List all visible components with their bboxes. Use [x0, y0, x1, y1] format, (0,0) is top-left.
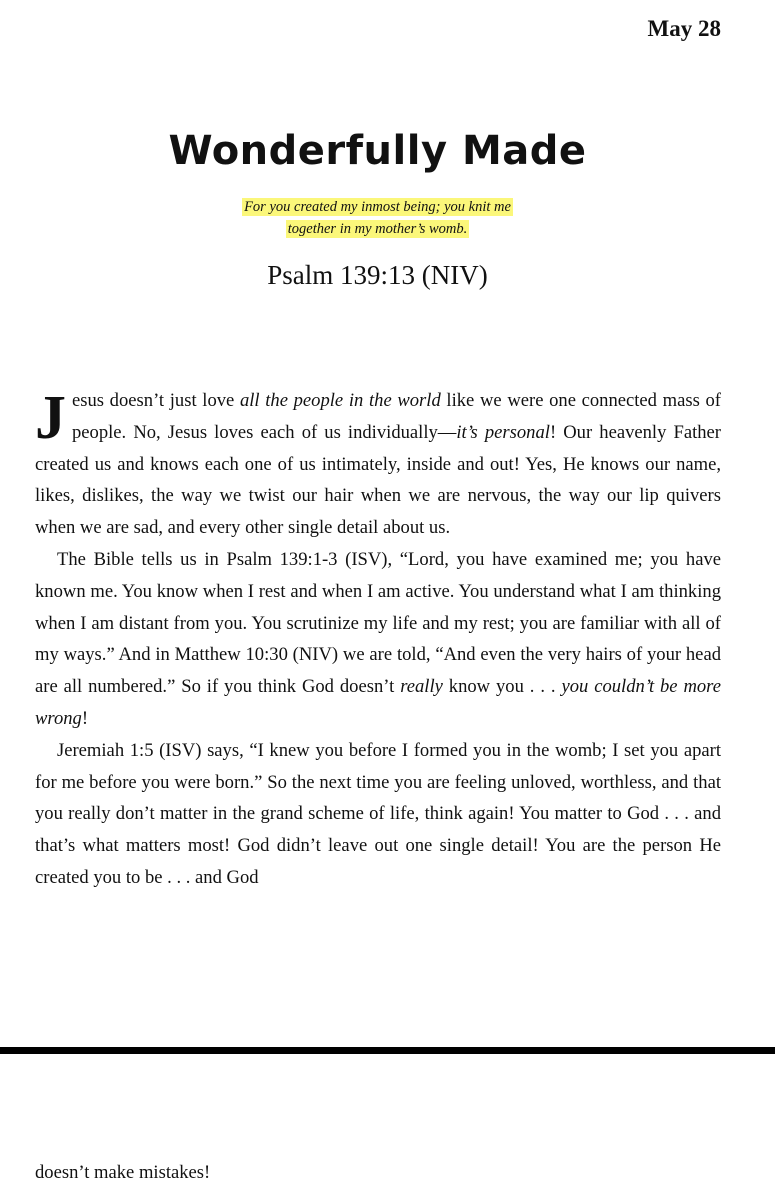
paragraph-2	[35, 544, 721, 735]
p2-text-3: !	[81, 707, 89, 729]
devotion-body	[35, 385, 721, 894]
p2-emphasis-1: really	[400, 676, 443, 698]
p2-text-2: know you . . .	[442, 676, 562, 698]
devotion-title: Wonderfully Made	[168, 128, 587, 174]
paragraph-1	[35, 385, 721, 544]
p2-emphasis-2: you couldn’t be more wrong	[35, 676, 721, 729]
verse-reference: Psalm 139:13 (NIV)	[267, 260, 488, 290]
key-verse-line-1: For you created my inmost being; you knit me	[244, 199, 511, 215]
p1-emphasis-1: all the people in the world	[239, 390, 441, 411]
p1-emphasis-2: it’s personal	[456, 421, 550, 443]
drop-cap: J	[35, 384, 66, 452]
paragraph-3	[35, 735, 721, 894]
p1-text-1: esus doesn’t just love	[72, 390, 240, 411]
continued-text: doesn’t make mistakes!	[35, 1162, 211, 1183]
p3-text-1: Jeremiah 1:5 (ISV) says, “I knew you before I formed you in the womb; I set you apart for me before you were born.” So the next time you are feeling unloved, worthless, and that you really don’t matter in the grand scheme of life, think again! You matter to God . . . and that’s what matters most! God didn’t leave out one single detail! You are the person He created you to be . . . and God	[35, 739, 721, 888]
p2-text-1: The Bible tells us in Psalm 139:1-3 (ISV), “Lord, you have examined me; you have known me. You know when I rest and when I am active. You understand what I am thinking when I am distant from you. You scrutinize my life and my rest; you are familiar with all of my ways.” And in Matthew 10:30 (NIV) we are told, “And even the very hairs of your head are all numbered.” So if you think God doesn’t	[35, 548, 721, 698]
page-divider	[0, 1047, 775, 1054]
p1-text-3: ! Our heavenly Father created us and knows each one of us intimately, inside and out! Yes, He knows our name, likes, dislikes, the way we twist our hair when we are nervous, the way our lip quivers when we are sad, and every other single detail about us.	[35, 421, 722, 539]
key-verse-line-2: together in my mother’s womb.	[287, 221, 468, 237]
page-date: May 28	[647, 16, 721, 41]
p1-text-2: like we were one connected mass of people. No, Jesus loves each of us individually—	[72, 390, 721, 443]
key-verse	[0, 196, 755, 240]
